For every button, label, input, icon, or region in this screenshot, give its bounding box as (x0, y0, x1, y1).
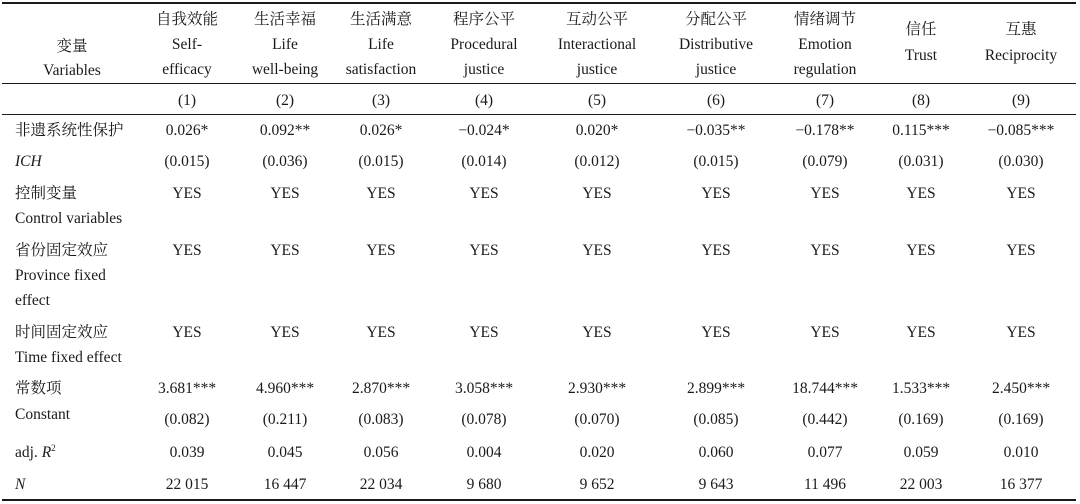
province-fe-cell: YES (906, 242, 936, 259)
ich-coefficient-cell: 0.026* (165, 122, 209, 139)
row-label-n: N (15, 476, 26, 493)
column-header-zh: 分配公平 (684, 11, 748, 28)
column-header-en1: Interactional (557, 36, 637, 53)
province-fe-cell: YES (1006, 242, 1036, 259)
adjr2-cell: 0.039 (169, 444, 205, 461)
n-cell: 22 003 (899, 476, 943, 493)
constant-coefficient-cell: 4.960*** (255, 380, 315, 397)
time-fe-cell: YES (1006, 324, 1036, 341)
column-header-zh: 生活满意 (349, 11, 413, 28)
constant-se-cell: (0.211) (262, 411, 308, 428)
column-header-zh: 互惠 (1005, 21, 1037, 38)
column-header-en1: Self- (171, 36, 203, 53)
column-header-en1: Life (368, 36, 394, 53)
constant-coefficient-cell: 2.899*** (686, 380, 746, 397)
column-header-en2: regulation (793, 61, 857, 78)
row-label-time-en: Time fixed effect (15, 349, 122, 366)
column-number: (4) (474, 92, 494, 109)
bottom-rule (2, 499, 1076, 501)
row-label-control-en: Control variables (15, 210, 123, 227)
ich-se-cell: (0.012) (574, 153, 620, 170)
adjr2-cell: 0.056 (363, 444, 399, 461)
time-fe-cell: YES (701, 324, 731, 341)
column-header-zh: 自我效能 (155, 11, 219, 28)
ich-coefficient-cell: 0.026* (359, 122, 403, 139)
subheader-rule (2, 114, 1076, 115)
constant-se-cell: (0.070) (574, 411, 620, 428)
ich-se-cell: (0.031) (898, 153, 944, 170)
control-cell: YES (270, 185, 300, 202)
row-label-constant-en: Constant (15, 406, 71, 423)
column-header-en1: Trust (904, 47, 938, 64)
constant-coefficient-cell: 2.930*** (567, 380, 627, 397)
column-number: (6) (706, 92, 726, 109)
time-fe-cell: YES (906, 324, 936, 341)
row-label-province-en1: Province fixed (15, 267, 106, 284)
constant-coefficient-cell: 3.681*** (157, 380, 217, 397)
constant-coefficient-cell: 1.533*** (891, 380, 951, 397)
constant-se-cell: (0.078) (461, 411, 507, 428)
ich-se-cell: (0.036) (262, 153, 308, 170)
constant-coefficient-cell: 18.744*** (792, 380, 858, 397)
control-cell: YES (906, 185, 936, 202)
adjr2-cell: 0.045 (267, 444, 303, 461)
adjr2-cell: 0.010 (1003, 444, 1039, 461)
province-fe-cell: YES (810, 242, 840, 259)
stub-header-zh: 变量 (56, 38, 88, 55)
control-cell: YES (701, 185, 731, 202)
column-header-en2: well-being (251, 61, 319, 78)
constant-se-cell: (0.169) (998, 411, 1044, 428)
n-cell: 9 643 (698, 476, 734, 493)
column-header-en2: justice (695, 61, 737, 78)
column-header-en1: Procedural (450, 36, 518, 53)
column-header-en1: Life (272, 36, 298, 53)
constant-se-cell: (0.169) (898, 411, 944, 428)
row-label-ich-en: ICH (15, 153, 42, 170)
top-rule (2, 2, 1076, 4)
province-fe-cell: YES (469, 242, 499, 259)
adjr2-cell: 0.060 (698, 444, 734, 461)
column-header-zh: 程序公平 (452, 11, 516, 28)
time-fe-cell: YES (582, 324, 612, 341)
adjr2-prefix: adj. (15, 444, 42, 461)
ich-coefficient-cell: −0.178** (795, 122, 855, 139)
province-fe-cell: YES (366, 242, 396, 259)
column-header-zh: 生活幸福 (253, 11, 317, 28)
column-header-zh: 信任 (905, 21, 937, 38)
province-fe-cell: YES (582, 242, 612, 259)
ich-se-cell: (0.015) (358, 153, 404, 170)
constant-se-cell: (0.442) (802, 411, 848, 428)
control-cell: YES (172, 185, 202, 202)
column-number: (1) (177, 92, 197, 109)
row-label-province-en2: effect (15, 292, 50, 309)
constant-coefficient-cell: 2.450*** (991, 380, 1051, 397)
column-header-en1: Emotion (798, 36, 852, 53)
column-number: (3) (371, 92, 391, 109)
ich-coefficient-cell: 0.115*** (892, 122, 950, 139)
control-cell: YES (469, 185, 499, 202)
province-fe-cell: YES (270, 242, 300, 259)
time-fe-cell: YES (810, 324, 840, 341)
constant-se-cell: (0.083) (358, 411, 404, 428)
constant-se-cell: (0.085) (693, 411, 739, 428)
column-number: (2) (275, 92, 295, 109)
column-header-en2: efficacy (162, 61, 212, 78)
row-label-control-zh: 控制变量 (15, 185, 78, 202)
adjr2-cell: 0.077 (807, 444, 843, 461)
column-number: (5) (587, 92, 607, 109)
column-number: (7) (815, 92, 835, 109)
row-label-province-zh: 省份固定效应 (15, 242, 109, 259)
column-header-en2: justice (463, 61, 505, 78)
control-cell: YES (366, 185, 396, 202)
column-number: (9) (1011, 92, 1031, 109)
column-header-zh: 互动公平 (565, 11, 629, 28)
n-cell: 16 447 (263, 476, 307, 493)
control-cell: YES (1006, 185, 1036, 202)
constant-se-cell: (0.082) (164, 411, 210, 428)
ich-coefficient-cell: −0.024* (458, 122, 510, 139)
adjr2-cell: 0.020 (579, 444, 615, 461)
column-header-en2: satisfaction (345, 61, 417, 78)
time-fe-cell: YES (366, 324, 396, 341)
control-cell: YES (582, 185, 612, 202)
column-header-zh: 情绪调节 (793, 11, 857, 28)
ich-se-cell: (0.015) (693, 153, 739, 170)
column-header-en2: justice (576, 61, 618, 78)
adjr2-cell: 0.004 (466, 444, 502, 461)
ich-se-cell: (0.030) (998, 153, 1044, 170)
time-fe-cell: YES (469, 324, 499, 341)
column-number: (8) (911, 92, 931, 109)
n-cell: 11 496 (803, 476, 847, 493)
ich-coefficient-cell: 0.020* (575, 122, 619, 139)
n-cell: 16 377 (999, 476, 1043, 493)
province-fe-cell: YES (172, 242, 202, 259)
n-cell: 9 680 (466, 476, 502, 493)
ich-se-cell: (0.015) (164, 153, 210, 170)
n-cell: 9 652 (579, 476, 615, 493)
adjr2-cell: 0.059 (903, 444, 939, 461)
constant-coefficient-cell: 3.058*** (454, 380, 514, 397)
stub-header-en: Variables (43, 62, 101, 79)
ich-coefficient-cell: 0.092** (259, 122, 311, 139)
time-fe-cell: YES (270, 324, 300, 341)
n-cell: 22 015 (165, 476, 209, 493)
adjr2-var: R (41, 444, 52, 461)
time-fe-cell: YES (172, 324, 202, 341)
n-cell: 22 034 (359, 476, 403, 493)
row-label-constant-zh: 常数项 (15, 380, 62, 397)
constant-coefficient-cell: 2.870*** (351, 380, 411, 397)
ich-coefficient-cell: −0.085*** (987, 122, 1055, 139)
ich-se-cell: (0.079) (802, 153, 848, 170)
adjr2-sup: 2 (51, 442, 56, 453)
column-header-en1: Reciprocity (984, 47, 1058, 64)
header-rule (2, 83, 1076, 84)
control-cell: YES (810, 185, 840, 202)
row-label-ich-zh: 非遗系统性保护 (15, 122, 124, 139)
ich-coefficient-cell: −0.035** (686, 122, 746, 139)
column-header-en1: Distributive (678, 36, 754, 53)
row-label-adjr2 (15, 443, 56, 463)
province-fe-cell: YES (701, 242, 731, 259)
ich-se-cell: (0.014) (461, 153, 507, 170)
row-label-time-zh: 时间固定效应 (15, 324, 109, 341)
